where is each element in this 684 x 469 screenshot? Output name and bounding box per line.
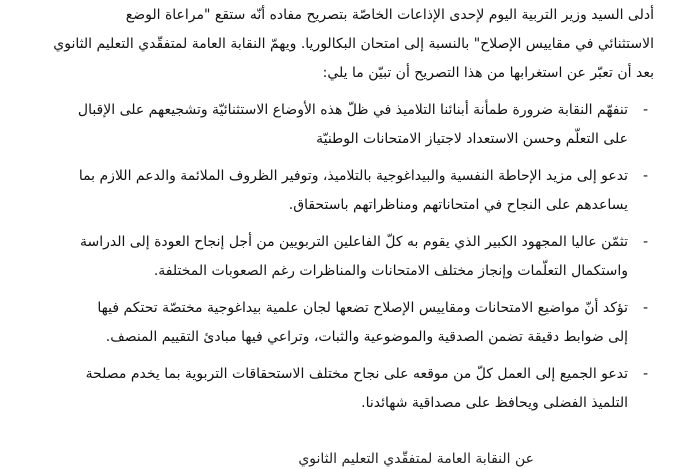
intro-paragraph [24, 0, 654, 59]
statement-line: تدعو إلى مزيد الإحاطة النفسية والبيداغوجية بالتلاميذ، وتوفير الظروف الملائمة والدعم اللازم بما [78, 168, 628, 184]
signature-line: عن النقابة العامة لمتفقّدي التعليم الثانوي [298, 451, 534, 467]
statement-item [24, 96, 654, 154]
intro-line: الاستثنائي في مقاييس الإصلاح" بالنسبة إلى امتحان البكالوريا. ويهمّ النقابة العامة لمتفقّدي التعليم الثانوي [53, 36, 654, 52]
intro-line: أدلى السيد وزير التربية اليوم لإحدى الإذاعات الخاصّة بتصريح مفاده أنّه ستقع "مراعاة الوضع [125, 7, 654, 23]
statement-item [24, 360, 654, 418]
statement-line: تؤكد أنّ مواضيع الامتحانات ومقاييس الإصلاح تضعها لجان علمية بيداغوجية مختصّة تحتكم فيها [97, 300, 628, 316]
bullet-dash: - [642, 366, 648, 382]
statement-line: تثمّن عاليا المجهود الكبير الذي يقوم به كلّ الفاعلين التربويين من أجل إنجاح العودة إلى الدراسة [79, 234, 628, 250]
statement-line: يساعدهم على النجاح في امتحاناتهم ومناظراتهم باستحقاق. [288, 197, 628, 213]
statement-list [24, 96, 654, 418]
statement-line: على التعلّم وحسن الاستعداد لاجتياز الامتحانات الوطنيّة [316, 131, 628, 147]
statement-line: تدعو الجميع إلى العمل كلّ من موقعه على نجاح مختلف الاستحقاقات التربوية بما يخدم مصلحة [85, 366, 628, 382]
bullet-dash: - [642, 300, 648, 316]
statement-line: واستكمال التعلّمات وإنجاز مختلف الامتحانات والمناظرات رغم الصعوبات المختلفة. [153, 263, 628, 279]
lead-sentence: بعد أن تعبّر عن استغرابها من هذا التصريح أن تبيّن ما يلي: [322, 65, 654, 81]
statement-line: تنفهّم النقابة ضرورة طمأنة أبنائنا التلاميذ في ظلّ هذه الأوضاع الاستثنائيّة وتشجيعهم على الإقبال [77, 102, 628, 118]
statement-line: إلى ضوابط دقيقة تضمن الصدقية والموضوعية والثبات، وتراعي فيها مبادئ التقييم المنصف. [105, 329, 628, 345]
statement-item [24, 228, 654, 286]
statement-item [24, 294, 654, 352]
bullet-dash: - [642, 168, 648, 184]
bullet-dash: - [642, 234, 648, 250]
statement-item [24, 162, 654, 220]
statement-line: التلميذ الفضلى ويحافظ على مصداقية شهائدنا. [361, 395, 628, 411]
bullet-dash: - [642, 102, 648, 118]
